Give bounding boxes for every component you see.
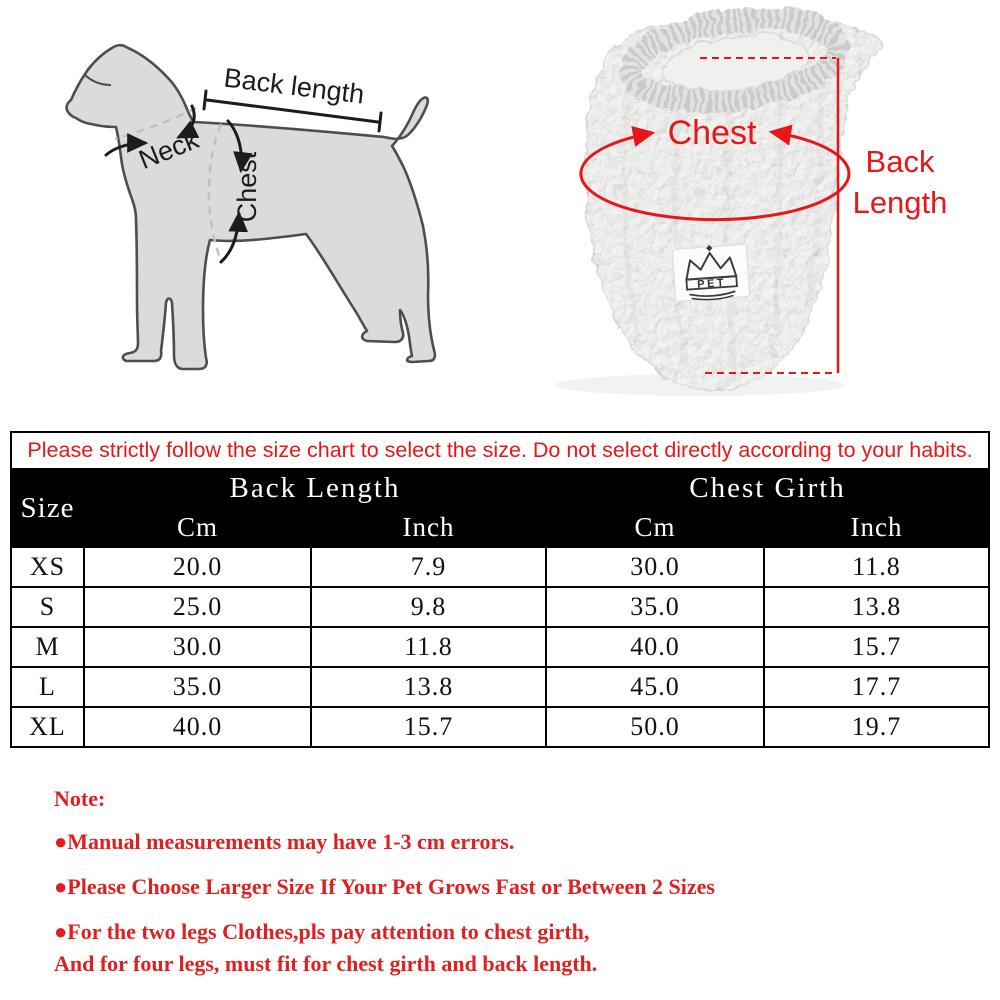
note-line-4: And for four legs, must fit for chest girth and back length. — [54, 951, 598, 976]
cell-back-inch: 13.8 — [311, 667, 546, 707]
chest-cm-header: Cm — [546, 507, 764, 547]
dog-neck-label: Neck — [134, 124, 203, 176]
cell-back-cm: 20.0 — [84, 547, 311, 587]
cell-chest-inch: 13.8 — [764, 587, 989, 627]
cell-chest-inch: 15.7 — [764, 627, 989, 667]
table-row-xs — [11, 547, 989, 587]
size-column-header: Size — [11, 469, 84, 547]
note-line-3: ●For the two legs Clothes,pls pay attention to chest girth, — [54, 919, 590, 944]
note-line-1: ●Manual measurements may have 1-3 cm errors. — [54, 829, 515, 854]
table-unit-header-row — [11, 507, 989, 547]
cell-size: M — [11, 627, 84, 667]
cell-back-inch: 9.8 — [311, 587, 546, 627]
garment-chest-label: Chest — [667, 114, 757, 152]
cell-size: XS — [11, 547, 84, 587]
garment-back-length-label-line2: Length — [852, 185, 948, 220]
tag-label: PET — [696, 276, 727, 291]
size-warning-text: Please strictly follow the size chart to select the size. Do not select directly according to your habits. — [11, 432, 989, 469]
cell-size: S — [11, 587, 84, 627]
garment-photo — [555, 7, 947, 396]
table-row-xl — [11, 707, 989, 747]
cell-chest-cm: 30.0 — [546, 547, 764, 587]
cell-back-inch: 11.8 — [311, 627, 546, 667]
dog-chest-label: Chest — [232, 151, 262, 223]
table-group-header-row — [11, 469, 989, 507]
cell-chest-cm: 35.0 — [546, 587, 764, 627]
back-length-header: Back Length — [84, 469, 546, 507]
cell-back-cm: 40.0 — [84, 707, 311, 747]
dog-measurement-diagram — [67, 45, 435, 369]
cell-back-inch: 15.7 — [311, 707, 546, 747]
back-cm-header: Cm — [84, 507, 311, 547]
cell-size: XL — [11, 707, 84, 747]
cell-chest-inch: 19.7 — [764, 707, 989, 747]
cell-size: L — [11, 667, 84, 707]
table-row-m — [11, 627, 989, 667]
table-row-s — [11, 587, 989, 627]
chest-girth-header: Chest Girth — [546, 469, 989, 507]
measurement-illustrations — [0, 0, 1000, 430]
garment-back-length-label-line1: Back — [865, 144, 935, 179]
back-inch-header: Inch — [311, 507, 546, 547]
cell-back-cm: 30.0 — [84, 627, 311, 667]
cell-chest-cm: 45.0 — [546, 667, 764, 707]
cell-chest-cm: 50.0 — [546, 707, 764, 747]
notes-title: Note: — [54, 786, 106, 811]
note-line-2: ●Please Choose Larger Size If Your Pet Grows Fast or Between 2 Sizes — [54, 874, 715, 899]
chest-inch-header: Inch — [764, 507, 989, 547]
table-row-l — [11, 667, 989, 707]
cell-chest-cm: 40.0 — [546, 627, 764, 667]
cell-back-cm: 25.0 — [84, 587, 311, 627]
size-table — [10, 431, 990, 748]
pet-brand-tag — [672, 242, 750, 302]
cell-chest-inch: 11.8 — [764, 547, 989, 587]
dog-back-length-label: Back length — [222, 62, 366, 110]
cell-back-inch: 7.9 — [311, 547, 546, 587]
cell-chest-inch: 17.7 — [764, 667, 989, 707]
cell-back-cm: 35.0 — [84, 667, 311, 707]
table-warning-row — [11, 432, 989, 469]
